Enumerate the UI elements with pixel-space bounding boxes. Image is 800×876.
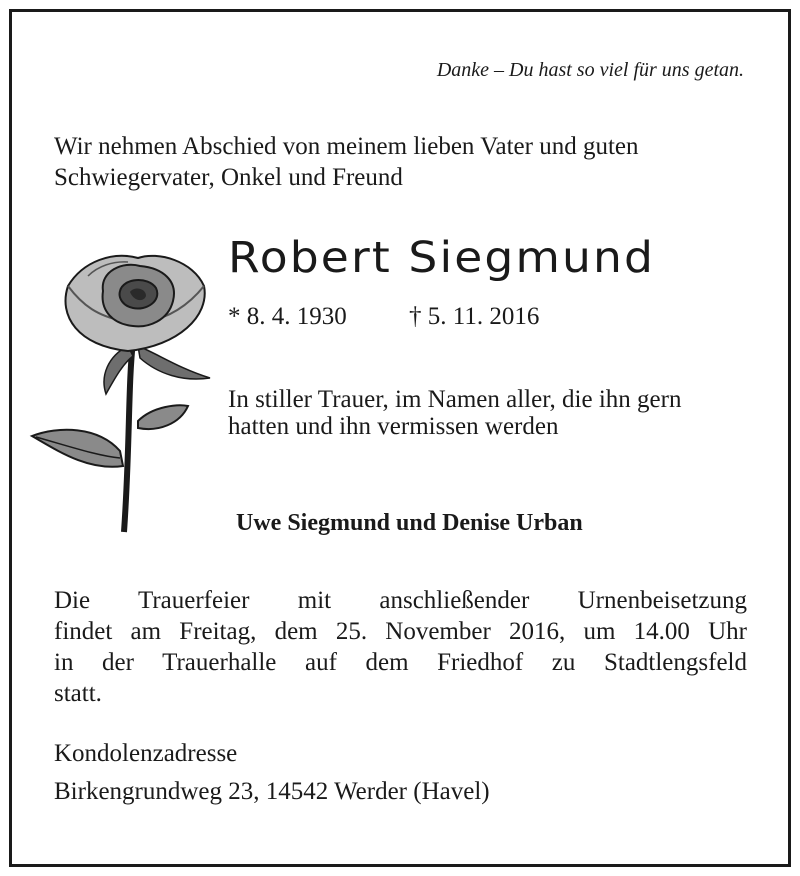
condolence-label: Kondolenzadresse — [54, 740, 238, 767]
funeral-notice — [54, 585, 747, 709]
intro-line: Wir nehmen Abschied von meinem lieben Vater und guten — [54, 133, 639, 160]
deceased-name: Robert Siegmund — [228, 233, 656, 283]
mourning-line: hatten und ihn vermissen werden — [228, 413, 559, 440]
funeral-line: Die Trauerfeier mit anschließender Urnenbeisetzung — [54, 587, 747, 614]
condolence-address: Birkengrundweg 23, 14542 Werder (Havel) — [54, 778, 490, 805]
funeral-line: in der Trauerhalle auf dem Friedhof zu Stadtlengsfeld — [54, 649, 747, 676]
motto: Danke – Du hast so viel für uns getan. — [436, 59, 744, 81]
rose-icon — [28, 246, 218, 536]
intro-text — [54, 131, 754, 193]
intro-line: Schwiegervater, Onkel und Freund — [54, 164, 403, 191]
mourners-names: Uwe Siegmund und Denise Urban — [236, 510, 583, 536]
death-date: † 5. 11. 2016 — [409, 303, 540, 330]
mourning-text — [228, 386, 758, 440]
mourning-line: In stiller Trauer, im Namen aller, die ihn gern — [228, 386, 682, 413]
birth-date: * 8. 4. 1930 — [228, 303, 347, 330]
funeral-line: statt. — [54, 680, 102, 707]
life-dates — [228, 303, 539, 331]
funeral-line: findet am Freitag, dem 25. November 2016, um 14.00 Uhr — [54, 618, 747, 645]
